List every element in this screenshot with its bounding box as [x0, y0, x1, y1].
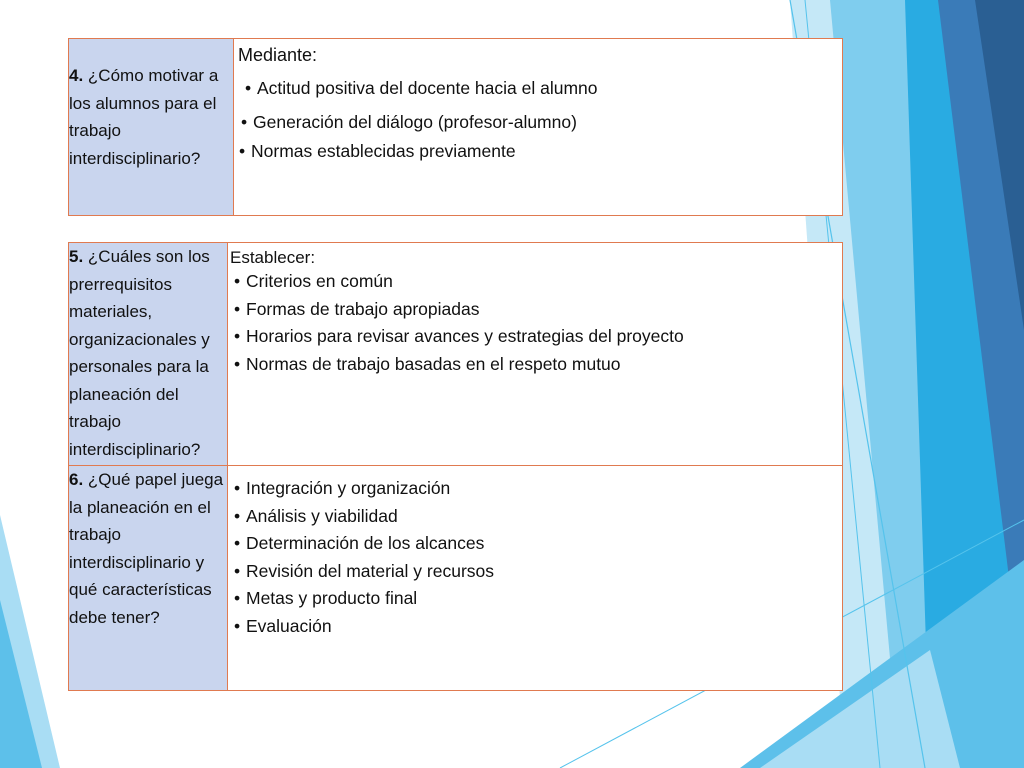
answer-cell — [234, 39, 843, 216]
question-number: 5. — [69, 247, 84, 266]
answer-cell — [228, 466, 843, 691]
question-cell — [69, 243, 228, 466]
question-number: 4. — [69, 66, 84, 85]
list-item: • Formas de trabajo apropiadas — [234, 298, 480, 319]
question-text: ¿Qué papel juega la planeación en el trabajo interdisciplinario y qué características debe tener? — [69, 470, 224, 627]
list-item: • Criterios en común — [234, 271, 393, 291]
answer-cell — [228, 243, 843, 466]
question-number: 6. — [69, 470, 84, 489]
list-item: • Horarios para revisar avances y estrategias del proyecto — [234, 326, 684, 346]
answer-header: Establecer: — [230, 248, 316, 267]
table-row — [69, 39, 843, 216]
list-item: • Normas de trabajo basadas en el respeto mutuo — [234, 353, 621, 374]
list-item: • Integración y organización — [234, 478, 451, 498]
question-cell — [69, 39, 234, 216]
question-text: ¿Cuáles son los prerrequisitos materiales, organizacionales y personales para la planeación del trabajo interdisciplinario? — [69, 247, 210, 459]
answer-list — [228, 268, 842, 378]
question-text: ¿Cómo motivar a los alumnos para el trabajo interdisciplinario? — [69, 66, 219, 168]
list-item: • Análisis y viabilidad — [234, 505, 398, 526]
question-cell — [69, 466, 228, 691]
list-item: • Actitud positiva del docente hacia el alumno — [245, 78, 598, 98]
list-item: • Determinación de los alcances — [234, 533, 485, 553]
answer-list — [228, 475, 842, 640]
list-item: • Generación del diálogo (profesor-alumno) — [241, 112, 577, 132]
answer-header: Mediante: — [238, 45, 318, 65]
list-item: • Normas establecidas previamente — [239, 141, 516, 161]
list-item: • Revisión del material y recursos — [234, 560, 495, 581]
question-table-4 — [68, 38, 843, 216]
list-item: • Metas y producto final — [234, 588, 418, 608]
table-row — [69, 243, 843, 466]
table-row — [69, 466, 843, 691]
list-item: • Evaluación — [234, 615, 332, 636]
question-table-5-6 — [68, 242, 843, 691]
answer-list — [237, 78, 842, 162]
